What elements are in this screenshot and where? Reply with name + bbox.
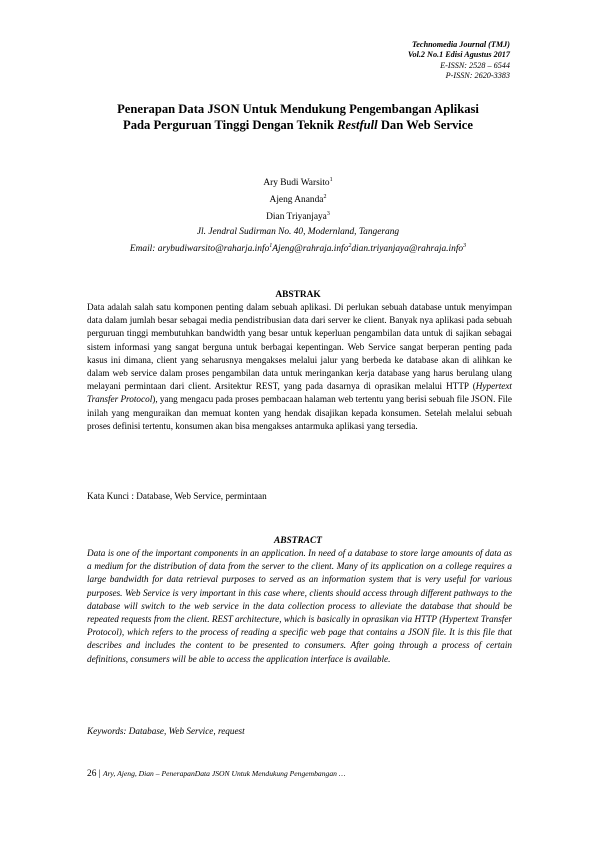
abstrak-italic-term: Hypertext Transfer Protocol xyxy=(87,381,512,405)
author-3-name: Dian Triyanjaya xyxy=(266,212,327,223)
title-line-2-start: Pada Perguruan Tinggi Dengan Teknik xyxy=(123,118,338,132)
journal-header xyxy=(408,40,510,82)
author-3 xyxy=(0,207,596,224)
email-2-sup: 2 xyxy=(348,242,352,249)
author-3-sup: 3 xyxy=(326,211,330,218)
author-2-name: Ajeng Ananda xyxy=(269,195,324,206)
page-number: 26 xyxy=(87,769,97,779)
affiliation-emails xyxy=(40,240,556,257)
email-label: Email: xyxy=(129,243,158,254)
journal-eissn: E-ISSN: 2528 – 6544 xyxy=(440,60,510,70)
abstrak-body xyxy=(87,301,512,433)
author-2 xyxy=(0,190,596,207)
abstract-heading: ABSTRACT xyxy=(274,536,322,546)
title-line-2 xyxy=(60,117,536,133)
abstrak-text-part-2: ), yang mengacu pada proses pembacaan halaman web tertentu yang berisi sebuah file JSON. File inilah yang menguraikan dan memuat konten yang hendak disajikan kepada konsumen. Setelah melalui sebuah proses definisi tertentu, konsumen akan bisa mengakses antarmuka aplikasi yang tersedia. xyxy=(87,394,512,431)
title-italic-term: Restfull xyxy=(337,118,378,132)
affiliation-address: Jl. Jendral Sudirman No. 40, Modernland, Tangerang xyxy=(196,227,400,237)
abstract-body: Data is one of the important components in an application. In need of a database to store large amounts of data as a medium for the distribution of data from the server to the client. Many of its application on a college requires a large bandwidth for data retrieval purposes to served as an information system that is very useful for various purposes. Web Service is very important in this case where, clients should access through different pathways to the database will switch to the web service in the data collection process to alleviate the database that should be repeated requests from the client. REST architecture, which is basically in oprasikan via HTTP (Hypertext Transfer Protocol), which refers to the process of reading a specific web page that contains a JSON file. It is this file that describes and includes the content to be presented to consumers. After going through a process of certain definitions, consumers will be able to access the application interface is available. xyxy=(87,548,512,664)
email-1-sup: 1 xyxy=(269,242,273,249)
kata-kunci: Kata Kunci : Database, Web Service, permintaan xyxy=(87,491,267,501)
journal-name: Technomedia Journal (TMJ) xyxy=(412,40,510,49)
author-2-sup: 2 xyxy=(323,194,327,201)
author-1 xyxy=(0,173,596,190)
email-2[interactable]: Ajeng@rahraja.info xyxy=(272,243,349,254)
title-line-1: Penerapan Data JSON Untuk Mendukung Pengembangan Aplikasi xyxy=(117,102,479,116)
email-3[interactable]: dian.triyanjaya@rahraja.info xyxy=(351,243,464,254)
title-line-2-end: Dan Web Service xyxy=(377,118,473,132)
email-3-sup: 3 xyxy=(463,242,467,249)
running-title: Ary, Ajeng, Dian – PenerapanData JSON Untuk Mendukung Pengembangan … xyxy=(102,769,346,778)
abstrak-heading: ABSTRAK xyxy=(275,290,321,300)
author-list xyxy=(0,173,596,224)
author-1-name: Ary Budi Warsito xyxy=(263,178,330,189)
abstrak-text-part-1: Data adalah salah satu komponen penting dalam sebuah aplikasi. Di perlukan sebuah database untuk menyimpan data dalam jumlah besar sebagai media pendistribusian data dari server ke client. Banyak nya aplikasi pada sebuah perguruan tinggi membutuhkan bandwidth yang besar untuk keperluan pengambilan data untuk di sajikan sebagai sistem informasi yang sangat berguna untuk berbagai kepentingan. Web Service sangat berperan penting pada kasus ini dimana, client yang seharusnya mengakses melalui jalur yang berbeda ke database akan di alihkan ke dalam web service dalam proses pengambilan data untuk meringankan kerja database yang harus berulang ulang melayani permintaan dari client. Arsitektur REST, yang pada dasarnya di oprasikan melalui HTTP ( xyxy=(87,302,512,392)
email-1[interactable]: arybudiwarsito@raharja.info xyxy=(157,243,270,254)
footer-separator: | xyxy=(96,769,103,779)
affiliation xyxy=(40,226,556,256)
paper-title xyxy=(60,101,536,133)
journal-pissn: P-ISSN: 2620-3383 xyxy=(445,71,510,81)
keywords: Keywords: Database, Web Service, request xyxy=(87,726,245,736)
page-footer xyxy=(87,769,346,779)
journal-volume: Vol.2 No.1 Edisi Agustus 2017 xyxy=(407,50,510,60)
author-1-sup: 1 xyxy=(329,177,333,183)
